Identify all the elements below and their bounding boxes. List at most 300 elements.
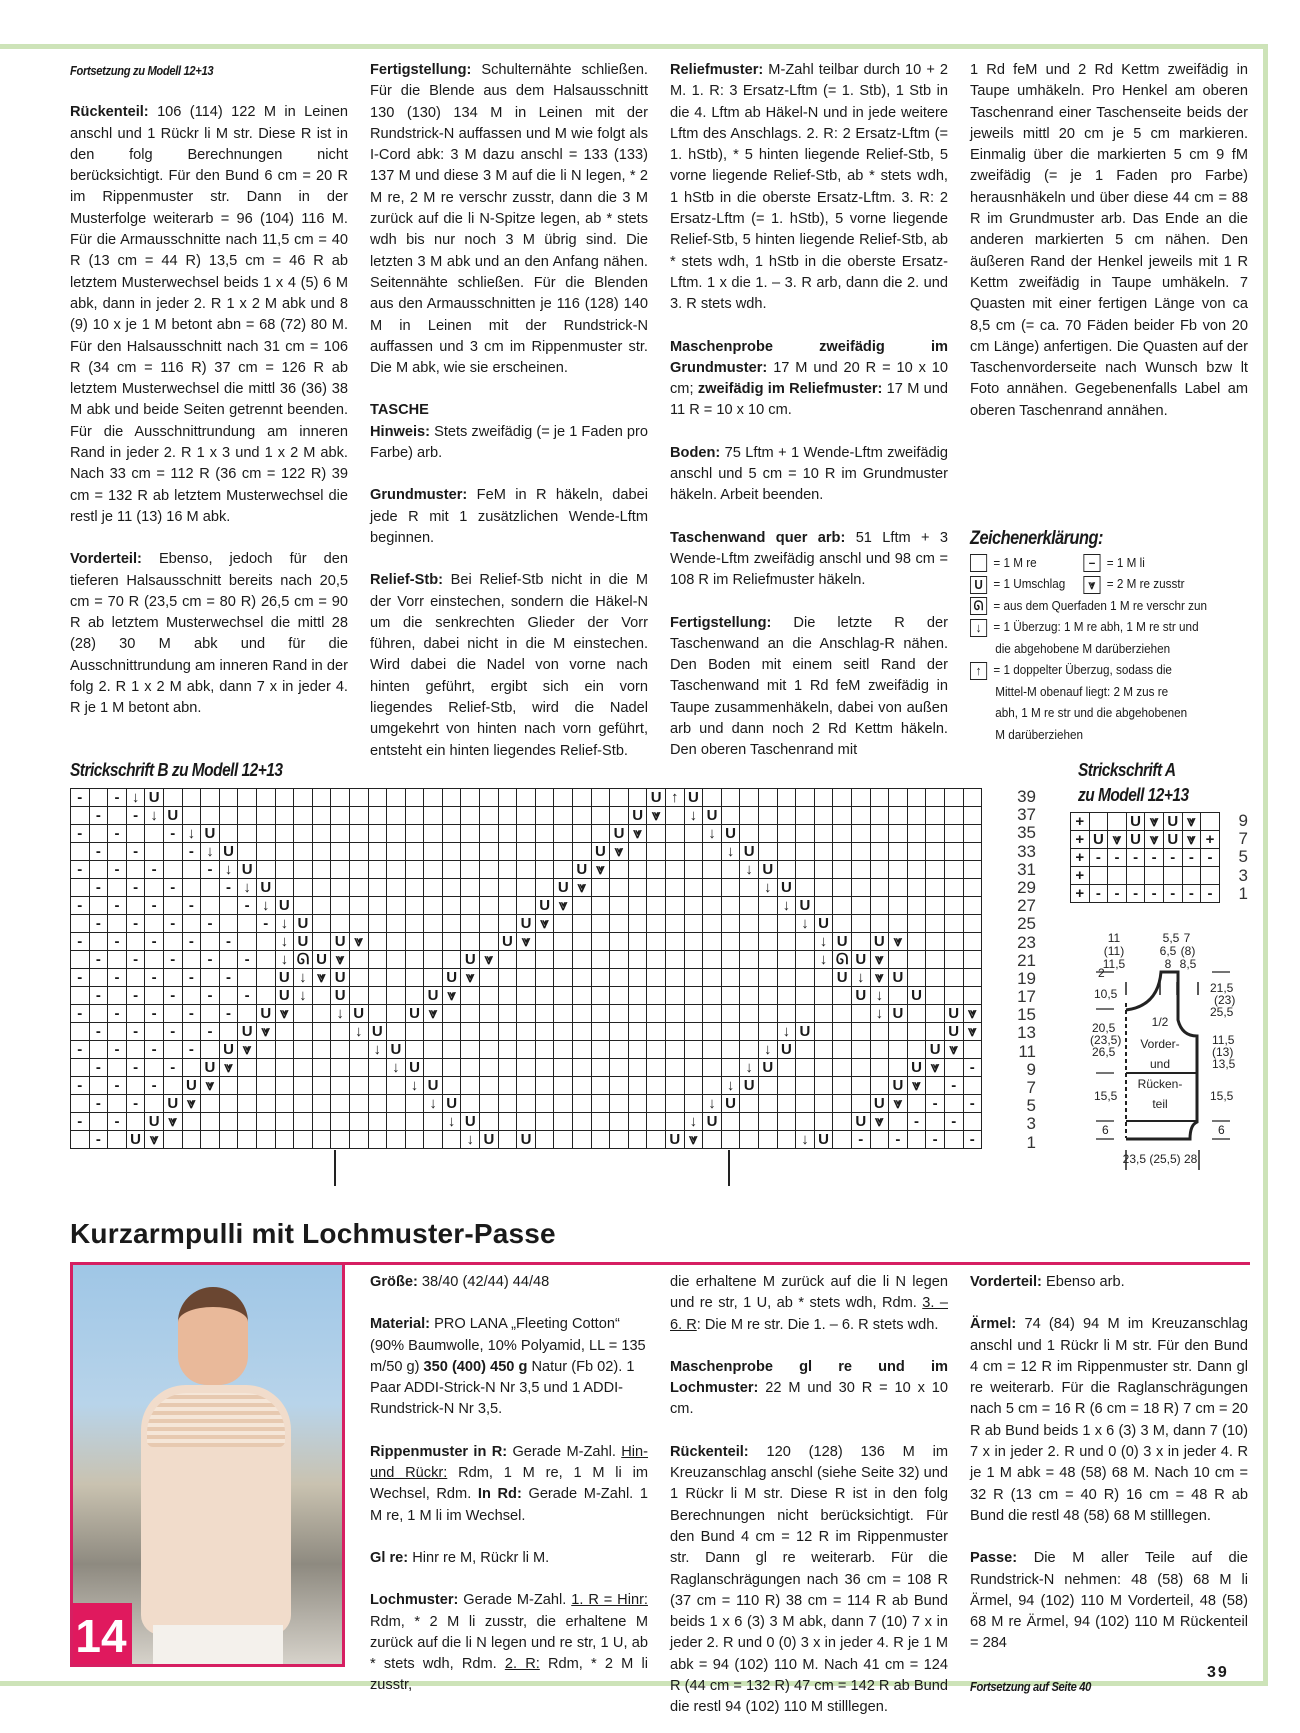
chart-cell: ⩔ — [870, 969, 889, 987]
chart-cell — [554, 825, 573, 843]
chart-cell — [145, 951, 164, 969]
chart-cell: - — [71, 1041, 90, 1059]
chart-cell: - — [71, 825, 90, 843]
chart-cell — [480, 1113, 499, 1131]
chart-cell: - — [71, 1113, 90, 1131]
chart-cell — [89, 825, 108, 843]
chart-cell — [591, 951, 610, 969]
chart-row — [1071, 867, 1220, 885]
chart-cell — [387, 969, 406, 987]
chart-cell — [907, 843, 926, 861]
relief-stb-heading: Relief-Stb: — [370, 572, 443, 589]
chart-cell — [703, 1005, 722, 1023]
chart-cell: - — [944, 1113, 963, 1131]
chart-cell — [647, 969, 666, 987]
chart-cell — [554, 843, 573, 861]
vorderteil-text: Ebenso arb. — [1045, 1274, 1125, 1290]
chart-cell — [666, 1059, 685, 1077]
chart-cell — [535, 1005, 554, 1023]
chart-cell — [145, 1023, 164, 1041]
chart-cell — [684, 987, 703, 1005]
chart-cell: - — [163, 1023, 182, 1041]
chart-cell — [721, 1005, 740, 1023]
chart-cell — [666, 897, 685, 915]
legend-label: abh, 1 M re str und die abgehobenen — [995, 705, 1188, 720]
chart-cell — [591, 1113, 610, 1131]
chart-cell — [368, 789, 387, 807]
lochmuster-row2-label: 2. R: — [504, 1656, 540, 1673]
maschenprobe-text: 22 M und 30 R = 10 x 10 cm. — [670, 1380, 948, 1418]
svg-text:15,5: 15,5 — [1210, 1089, 1234, 1103]
chart-cell — [108, 987, 127, 1005]
chart-cell — [89, 969, 108, 987]
chart-cell: - — [1182, 885, 1201, 903]
chart-cell — [498, 897, 517, 915]
chart-cell — [758, 969, 777, 987]
chart-cell — [851, 1005, 870, 1023]
start-arrow-icon — [728, 1150, 730, 1186]
chart-cell — [573, 1113, 592, 1131]
chart-cell — [647, 1077, 666, 1095]
chart-cell — [163, 861, 182, 879]
chart-cell — [442, 1005, 461, 1023]
chart-cell — [758, 807, 777, 825]
chart-cell — [331, 1023, 350, 1041]
chart-cell — [405, 825, 424, 843]
chart-cell — [907, 807, 926, 825]
chart-cell — [256, 933, 275, 951]
chart-cell — [387, 987, 406, 1005]
chart-cell — [907, 897, 926, 915]
chart-cell — [796, 807, 815, 825]
chart-cell — [312, 879, 331, 897]
chart-cell — [201, 1041, 220, 1059]
chart-cell — [256, 1041, 275, 1059]
chart-cell — [721, 807, 740, 825]
chart-cell: - — [71, 969, 90, 987]
chart-cell: - — [889, 1131, 908, 1149]
k2tog-symbol-icon: ⩔ — [1083, 576, 1100, 594]
chart-cell — [387, 915, 406, 933]
chart-cell — [424, 897, 443, 915]
chart-cell — [349, 915, 368, 933]
chart-cell — [777, 987, 796, 1005]
chart-cell — [1089, 867, 1108, 885]
chart-cell — [517, 1023, 536, 1041]
chart-cell — [349, 879, 368, 897]
svg-text:(23,5): (23,5) — [1090, 1033, 1122, 1047]
chart-cell: - — [163, 825, 182, 843]
chart-cell — [591, 915, 610, 933]
boden-heading: Boden: — [670, 444, 721, 461]
chart-cell — [758, 789, 777, 807]
chart-cell: - — [145, 1041, 164, 1059]
chart-cell — [870, 1131, 889, 1149]
chart-cell — [573, 789, 592, 807]
chart-cell: ⩔ — [424, 1005, 443, 1023]
chart-cell — [275, 1095, 294, 1113]
chart-cell — [349, 807, 368, 825]
chart-cell — [71, 807, 90, 825]
chart-cell: U — [870, 1095, 889, 1113]
chart-cell — [480, 861, 499, 879]
chart-cell — [758, 987, 777, 1005]
chart-cell — [405, 915, 424, 933]
chart-cell — [108, 1095, 127, 1113]
chart-cell — [889, 1059, 908, 1077]
chart-cell — [870, 789, 889, 807]
chart-cell — [480, 1005, 499, 1023]
chart-cell — [758, 1023, 777, 1041]
chart-cell — [610, 987, 629, 1005]
chart-cell — [461, 933, 480, 951]
chart-cell: - — [163, 879, 182, 897]
chart-cell — [796, 1113, 815, 1131]
chart-cell — [535, 879, 554, 897]
chart-cell — [517, 897, 536, 915]
chart-cell — [498, 825, 517, 843]
chart-cell — [703, 915, 722, 933]
chart-cell — [275, 1113, 294, 1131]
chart-cell — [647, 879, 666, 897]
chart-cell: U — [219, 1041, 238, 1059]
chart-cell — [907, 1041, 926, 1059]
chart-cell: U — [331, 969, 350, 987]
chart-cell: ⩔ — [889, 1095, 908, 1113]
chart-cell — [312, 1023, 331, 1041]
chart-cell — [963, 879, 982, 897]
svg-text:13,5: 13,5 — [1212, 1057, 1236, 1071]
chart-cell — [666, 987, 685, 1005]
henkel-text: 1 Rd feM und 2 Rd Kettm zweifädig in Taupe umhäkeln. Pro Henkel am oberen Taschenrand einer Taschenseite beids der jeweils mittl 20 cm je 5 cm markieren. Einmalig über die markierten 5 cm 9 fM zweifädig (= je 1 Faden pro Farbe) herausnhäkeln und über diese 44 cm = 88 R im Grundmuster arb. Das Ende an die anderen markierten 5 cm nähen. Den äußeren Rand der Henkel jeweils mit 1 R Kettm zweifädig in Taupe umhäkeln. 7 Quasten mit einer fertigen Länge von ca 8,5 cm (= ca. 70 Fäden beider Fb von 20 cm Länge) anfertigen. Die Quasten auf der Taschenvorderseite nach Wunsch bzw lt Foto annähen. Gegebenenfalls Label am oberen Taschenrand annähen. — [970, 62, 1248, 419]
chart-cell — [666, 969, 685, 987]
chart-cell — [256, 1131, 275, 1149]
chart-cell: U — [703, 807, 722, 825]
chart-cell: ↓ — [703, 825, 722, 843]
chart-cell — [647, 1113, 666, 1131]
chart-cell — [628, 915, 647, 933]
chart-cell — [666, 843, 685, 861]
chart-cell — [591, 825, 610, 843]
chart-cell — [480, 789, 499, 807]
chart-cell — [554, 1113, 573, 1131]
chart-cell: - — [963, 1059, 982, 1077]
chart-cell — [461, 807, 480, 825]
chart-cell — [907, 969, 926, 987]
chart-cell — [442, 897, 461, 915]
chart-cell — [201, 1113, 220, 1131]
chart-cell — [740, 969, 759, 987]
chart-cell — [777, 933, 796, 951]
chart-cell: U — [889, 1077, 908, 1095]
chart-cell: ↓ — [424, 1095, 443, 1113]
chart-cell — [498, 1059, 517, 1077]
chart-cell: U — [517, 1131, 536, 1149]
chart-cell: ↓ — [275, 915, 294, 933]
fertigstellung-text: Schulternähte schließen. Für die Blende aus dem Halsausschnitt 130 (130) 134 M in Leinen mit der Rundstrick-N auffassen und M wie folgt als I-Cord abk: 3 M dazu anschl = 133 (133) 137 M und diese 3 M auf die li N legen, * 2 M re, 2 M re verschr zusstr, dann die 3 M zurück auf die li N-Spitze legen, ab * stets wdh bis nur noch 3 M übrig sind. Die letzten 3 M abk und an den Anfang nähen. Seitennähte schließen. Für die Blenden aus den Armausschnitten je 116 (128) 140 M in Leinen mit der Rundstrick-N auffassen und 3 cm im Rippenmuster str. Die M abk, wie sie erscheinen. — [370, 62, 648, 377]
chart-cell — [535, 1023, 554, 1041]
chart-cell — [312, 807, 331, 825]
chart-cell — [368, 897, 387, 915]
chart-cell — [870, 915, 889, 933]
chart-cell: - — [126, 1023, 145, 1041]
chart-cell — [963, 1113, 982, 1131]
chart-cell — [517, 1005, 536, 1023]
chart-cell — [554, 1041, 573, 1059]
chart-cell — [89, 1005, 108, 1023]
chart-row — [1071, 885, 1220, 903]
chart-cell — [628, 1095, 647, 1113]
chart-cell: - — [108, 1005, 127, 1023]
chart-cell — [573, 1059, 592, 1077]
chart-cell — [573, 1077, 592, 1095]
chart-cell — [573, 1131, 592, 1149]
chart-cell — [554, 1005, 573, 1023]
chart-cell — [721, 789, 740, 807]
chart-cell — [480, 969, 499, 987]
chart-cell — [331, 915, 350, 933]
chart-cell: - — [219, 969, 238, 987]
chart-row — [71, 897, 982, 915]
chart-cell: - — [145, 861, 164, 879]
aermel-heading: Ärmel: — [970, 1316, 1017, 1333]
chart-cell — [647, 825, 666, 843]
chart-cell — [926, 915, 945, 933]
chart-cell — [219, 915, 238, 933]
chart-cell — [182, 1059, 201, 1077]
chart-cell — [238, 843, 257, 861]
chart-cell: U — [1163, 813, 1182, 831]
model14-column-2 — [670, 1272, 948, 1733]
chart-cell — [424, 951, 443, 969]
chart-cell — [944, 879, 963, 897]
chart-cell — [554, 969, 573, 987]
relief-stb-text: Bei Relief-Stb nicht in die M der Vorr einstechen, sondern die Häkel-N um die senkrechten Glieder der Vorr führen, dabei nicht in die M einstechen. Wird dabei die Nadel von vorne nach hinten geführt, ergibt sich ein vorn liegendes Relief-Stb, wird die Nadel umgekehrt von hinten nach vorn geführt, entsteht ein hinten liegendes Relief-Stb. — [370, 572, 648, 759]
chart-cell — [387, 1095, 406, 1113]
chart-cell — [387, 933, 406, 951]
reliefmuster-text: M-Zahl teilbar durch 10 + 2 M. 1. R: 3 Ersatz-Lftm (= 1. Stb), 1 Stb in die 4. Lftm ab Häkel-N und in jede weitere Lftm des Anschlags. 2. R: 2 Ersatz-Lftm (= 1. hStb), * 5 hinten liegende Relief-Stb, 5 vorne liegende Relief-Stb, ab * stets wdh, 1 hStb in die oberste Ersatz-Lftm. 3. R: 2 Ersatz-Lftm (= 1. hStb), 5 vorne liegende Relief-Stb, 5 hinten liegende Relief-Stb, ab * stets wdh, 1 hStb in die oberste Ersatz-Lftm. 1 x die 1. – 3. R arb, dann die 2. und 3. R stets wdh. — [670, 62, 948, 313]
chart-cell — [405, 789, 424, 807]
chart-cell — [851, 807, 870, 825]
legend-label: = 1 Überzug: 1 M re abh, 1 M re str und — [993, 619, 1199, 634]
chart-cell — [833, 1041, 852, 1059]
chart-cell — [628, 843, 647, 861]
chart-row — [71, 987, 982, 1005]
chart-cell — [833, 915, 852, 933]
chart-cell — [796, 843, 815, 861]
chart-cell: - — [1108, 885, 1127, 903]
model-photo — [70, 1262, 345, 1667]
chart-cell — [796, 1059, 815, 1077]
chart-cell — [312, 1077, 331, 1095]
chart-cell: U — [758, 861, 777, 879]
chart-cell: ⩔ — [256, 1023, 275, 1041]
chart-cell — [71, 879, 90, 897]
chart-cell — [442, 825, 461, 843]
lochmuster-text-3: Rdm, * 2 M li zusstr, — [370, 1656, 648, 1694]
chart-cell — [907, 879, 926, 897]
chart-cell: U — [944, 1005, 963, 1023]
chart-row — [71, 951, 982, 969]
chart-cell — [238, 1077, 257, 1095]
chart-cell — [889, 1023, 908, 1041]
chart-row — [71, 807, 982, 825]
grundmuster-heading: Grundmuster: — [370, 487, 468, 504]
chart-cell — [89, 789, 108, 807]
chart-cell — [442, 807, 461, 825]
chart-cell — [405, 861, 424, 879]
maschenprobe-text-2: 17 M und 11 R = 10 x 10 cm. — [670, 381, 948, 419]
chart-cell — [238, 1059, 257, 1077]
chart-cell — [833, 843, 852, 861]
chart-cell — [424, 861, 443, 879]
chart-cell: U — [703, 1113, 722, 1131]
chart-cell — [349, 1059, 368, 1077]
chart-cell: U — [331, 933, 350, 951]
chart-cell — [294, 807, 313, 825]
chart-cell — [461, 1023, 480, 1041]
chart-cell — [294, 789, 313, 807]
chart-cell — [275, 1131, 294, 1149]
chart-cell: - — [182, 1041, 201, 1059]
chart-cell — [777, 1005, 796, 1023]
chart-cell — [647, 933, 666, 951]
chart-cell — [684, 933, 703, 951]
chart-cell — [331, 861, 350, 879]
continued-on-page-link[interactable]: Fortsetzung auf Seite 40 — [970, 1678, 1091, 1694]
chart-a-title: Strickschrift A — [1078, 760, 1176, 780]
chart-cell — [740, 1005, 759, 1023]
chart-cell: ⩔ — [573, 879, 592, 897]
chart-cell — [796, 987, 815, 1005]
chart-cell: ⩔ — [628, 825, 647, 843]
chart-cell — [312, 1059, 331, 1077]
chart-cell — [498, 951, 517, 969]
chart-cell — [554, 1023, 573, 1041]
chart-cell — [275, 879, 294, 897]
chart-cell: - — [71, 861, 90, 879]
chart-cell: U — [256, 879, 275, 897]
rueckenteil-text: 120 (128) 136 M im Kreuzanschlag anschl (siehe Seite 32) und 1 Rückr li M str. Diese R ist in den folg Berechnungen nicht berücksichtigt. Für den Bund 4 cm = 12 R im Rippenmuster str. Dann gl re weiterarb. Für die Raglanschrägungen nach 36 cm = 108 R (37 cm = 110 R) 38 cm = 114 R ab Bund beids 1 x 6 (3) 3 M abk, dann 7 (10) 7 x in jeder 2. R und 0 (0) 3 x in jeder 4. R je 1 M abk = 94 (102) 110 M. Nach 41 cm = 124 R (44 cm = 132 R) 47 cm = 142 R ab Bund die restl 94 (102) 110 M stilllegen. — [670, 1443, 949, 1716]
chart-cell — [368, 933, 387, 951]
chart-cell — [387, 951, 406, 969]
chart-cell — [963, 843, 982, 861]
chart-cell — [591, 897, 610, 915]
chart-cell — [535, 1095, 554, 1113]
chart-cell — [1108, 867, 1127, 885]
chart-cell — [405, 897, 424, 915]
chart-cell — [610, 1041, 629, 1059]
chart-cell — [907, 915, 926, 933]
chart-cell — [926, 897, 945, 915]
chart-cell: - — [963, 1095, 982, 1113]
chart-cell — [535, 825, 554, 843]
chart-cell — [963, 825, 982, 843]
chart-cell — [145, 987, 164, 1005]
chart-cell — [442, 1059, 461, 1077]
chart-cell — [610, 1131, 629, 1149]
chart-cell: U — [796, 897, 815, 915]
chart-cell — [666, 1005, 685, 1023]
chart-cell: ⩔ — [554, 897, 573, 915]
chart-cell — [573, 825, 592, 843]
taschenwand-text: 51 Lftm + 3 Wende-Lftm zweifädig anschl und 98 cm = 108 R im Reliefmuster häkeln. — [670, 529, 948, 589]
chart-cell — [628, 1113, 647, 1131]
chart-cell: - — [256, 915, 275, 933]
chart-cell — [238, 1005, 257, 1023]
chart-cell: - — [108, 1113, 127, 1131]
chart-cell: - — [126, 843, 145, 861]
chart-cell — [703, 897, 722, 915]
lochmuster-heading: Lochmuster: — [370, 1592, 459, 1609]
chart-cell — [126, 933, 145, 951]
chart-cell — [535, 1131, 554, 1149]
chart-cell: - — [108, 825, 127, 843]
boden-text: 75 Lftm + 1 Wende-Lftm zweifädig anschl und 5 cm = 10 R im Grundmuster häkeln. Arbeit beenden. — [670, 444, 948, 504]
chart-cell — [219, 1023, 238, 1041]
chart-cell — [963, 1077, 982, 1095]
chart-cell — [387, 825, 406, 843]
chart-cell: ↓ — [684, 807, 703, 825]
chart-cell — [238, 969, 257, 987]
chart-cell — [758, 843, 777, 861]
chart-cell: U — [777, 879, 796, 897]
chart-cell — [851, 879, 870, 897]
chart-cell: - — [145, 1077, 164, 1095]
chart-cell — [591, 987, 610, 1005]
chart-cell — [610, 1023, 629, 1041]
maschenprobe-heading: Maschenprobe zweifädig im Grundmuster: — [670, 338, 948, 376]
chart-cell — [145, 1095, 164, 1113]
chart-cell — [814, 969, 833, 987]
chart-cell — [870, 807, 889, 825]
chart-row — [71, 915, 982, 933]
chart-cell: - — [89, 987, 108, 1005]
chart-cell — [535, 1041, 554, 1059]
chart-cell: ↓ — [201, 843, 220, 861]
chart-cell — [517, 807, 536, 825]
chart-cell — [554, 933, 573, 951]
chart-cell — [851, 1023, 870, 1041]
chart-cell — [182, 915, 201, 933]
chart-cell — [796, 1005, 815, 1023]
chart-cell: - — [89, 1095, 108, 1113]
chart-cell: ⩔ — [145, 1131, 164, 1149]
chart-cell — [944, 1131, 963, 1149]
chart-cell — [1145, 867, 1164, 885]
groesse-heading: Größe: — [370, 1274, 418, 1290]
chart-cell — [758, 933, 777, 951]
chart-cell — [777, 969, 796, 987]
svg-text:teil: teil — [1152, 1097, 1168, 1111]
chart-cell — [907, 933, 926, 951]
chart-cell — [740, 915, 759, 933]
chart-cell — [833, 1113, 852, 1131]
model-title: Kurzarmpulli mit Lochmuster-Passe — [70, 1218, 556, 1249]
chart-cell: - — [1126, 885, 1145, 903]
chart-cell — [926, 1077, 945, 1095]
chart-cell — [573, 1005, 592, 1023]
chart-b-grid — [70, 788, 982, 1149]
chart-cell — [535, 789, 554, 807]
chart-cell — [201, 1005, 220, 1023]
legend-label: = 2 M re zusstr — [1106, 576, 1185, 591]
chart-cell — [628, 1131, 647, 1149]
fertigstellung-heading: Fertigstellung: — [370, 62, 472, 78]
chart-cell — [1163, 867, 1182, 885]
chart-cell — [405, 1113, 424, 1131]
chart-cell — [573, 1041, 592, 1059]
